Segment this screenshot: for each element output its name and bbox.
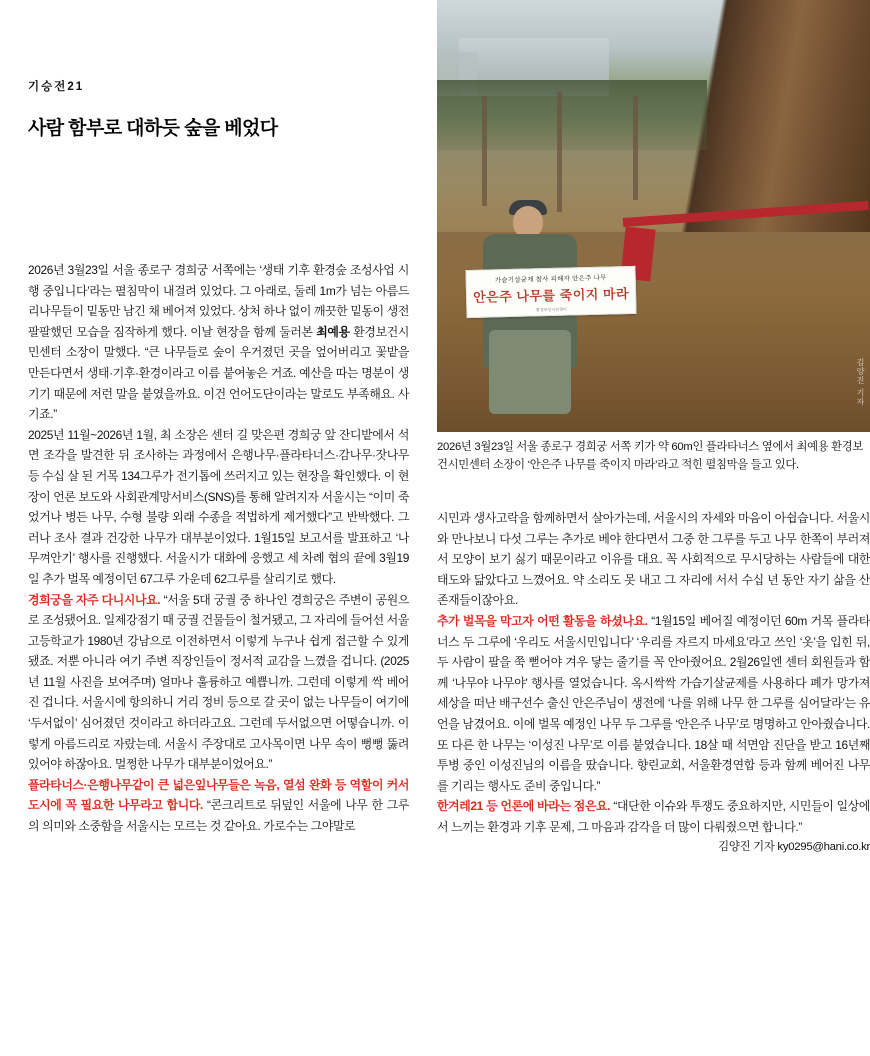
photo-red-marking-band xyxy=(623,201,869,227)
question-text: 경희궁을 자주 다니시나요. xyxy=(28,592,161,607)
qa-block xyxy=(28,775,409,837)
byline: 김양진 기자 ky0295@hani.co.kr xyxy=(718,840,870,853)
photo-thin-trunk xyxy=(557,92,562,212)
qa-block xyxy=(28,590,409,775)
paragraph: 2025년 11월~2026년 1월, 최 소장은 센터 길 맞은편 경희궁 앞 잔디밭에서 석면 조각을 발견한 뒤 조사하는 과정에서 은행나무·플라타너스·감나무·잣나무 등 수십 살 된 거목 134그루가 전기톱에 쓰러지고 있는 현장을 확인했다. 이 현장이 언론 보도와 사회관계망서비스(SNS)를 통해 알려지자 서울시는 “이미 죽었거나 병든 나무, 수형 불량 외래 수종을 적법하게 제거했다”고 반박했다. 그러나 조사 결과 건강한 나무가 대부분이었다. 1월15일 보고서를 발표하고 ‘나무껴안기’ 행사를 진행했다. 서울시가 대화에 응했고 세 차례 협의 끝에 3월19일 추가 벌목 예정이던 67그루 가운데 62그루를 살리기로 했다. xyxy=(28,427,409,586)
question-text: 한겨레21 등 언론에 바라는 점은요. xyxy=(437,799,611,814)
question-text: 플라타너스·은행나무같이 큰 넓은잎나무들은 녹음, 열섬 완화 등 역할이 커서 도시에 꼭 필요한 나무라고 합니다. xyxy=(28,777,409,813)
banner-line-1: 가슴기살균제 참사 피해자 안은주 나무 xyxy=(494,274,607,285)
article-kicker: 기승전21 xyxy=(28,81,85,93)
page-title: 사람 함부로 대하듯 숲을 베었다 xyxy=(28,117,278,139)
photo-thin-trunk xyxy=(633,96,638,200)
qa-block xyxy=(437,611,870,796)
photo-treeline xyxy=(437,80,707,150)
body-column-right xyxy=(437,508,870,857)
protest-banner xyxy=(465,266,636,318)
body-column-left xyxy=(28,260,409,837)
answer-text: “서울 5대 궁궐 중 하나인 경희궁은 주변이 공원으로 조성됐어요. 일제강점기 때 궁궐 건물들이 철거됐고, 그 자리에 들어선 서울고등학교가 1980년 강남으로 이전하면서 이렇게 누구나 쉽게 접근할 수 있게 됐죠. 저뿐 아니라 여기 주변 직장인들이 정서적 교감을 느꼈을 겁니다. (2025년 11월 사진을 보여주며) 얼마나 훌륭하고 예쁩니까. 그런데 이렇게 싹 베어진 겁니다. 서울시에 항의하니 거리 정비 등으로 갈 곳이 없는 나무들이 여기에 ‘두서없이’ 심어졌던 것이라고 하더라고요. 그런데 두서없으면 어떻습니까. 이렇게 아름드리로 자랐는데. 서울시 주장대로 고사목이면 나무 속이 뻥뻥 뚫려 있어야 하잖아요. 멀쩡한 나무가 대부분이었어요.” xyxy=(28,592,409,772)
article-photo xyxy=(437,0,870,432)
paragraph: 시민과 생사고락을 함께하면서 살아가는데, 서울시의 자세와 마음이 아쉽습니다. 서울시와 만나보니 다섯 그루는 추가로 베야 한다면서 그중 한 그루를 두고 나무 한쪽이 부러져서 모양이 보기 싫기 때문이라고 이유를 대요. 꼭 사회적으로 무시당하는 사람들에 대한 태도와 닮았다고 느꼈어요. 약 소리도 못 내고 그 자리에 서서 수십 년 동안 자기 삶을 산 존재들이잖아요. xyxy=(437,511,870,608)
banner-line-3: 환경보건시민센터 xyxy=(535,306,567,313)
paragraph: 2026년 3월23일 서울 종로구 경희궁 서쪽에는 ‘생태 기후 환경숲 조성사업 시행 중입니다’라는 펼침막이 내걸려 있었다. 그 아래로, 둘레 1m가 넘는 아름드리나무들이 밑동만 남긴 채 베어져 있었다. 상처 하나 없이 깨끗한 밑동이 생전 팔팔했던 모습을 짐작하게 했다. 이날 현장을 함께 둘러본 최예용 환경보건시민센터 소장이 말했다. “큰 나무들로 숲이 우거졌던 곳을 엎어버리고 꽃밭을 만든다면서 생태·기후·환경이라고 이름 붙여놓은 거죠. 예산을 따는 명분이 생기기 때문에 저런 말을 붙였을까요. 이건 언어도단이라는 말로도 부족해요. 사기죠.” xyxy=(28,263,409,422)
photo-caption: 2026년 3월23일 서울 종로구 경희궁 서쪽 키가 약 60m인 플라타너스 옆에서 최예용 환경보건시민센터 소장이 ‘안은주 나무를 죽이지 마라’라고 적힌 펼침막을 들고 있다. xyxy=(437,441,864,472)
qa-block xyxy=(437,796,870,837)
banner-line-2: 안은주 나무를 죽이지 마라 xyxy=(472,286,630,305)
answer-text: “콘크리트로 뒤덮인 서울에 나무 한 그루의 의미와 소중함을 서울시는 모르는 것 같아요. 가로수는 그야말로 xyxy=(28,798,409,834)
photo-thin-trunk xyxy=(482,96,487,206)
photo-credit: 김양진 기자 xyxy=(856,357,865,406)
question-text: 추가 벌목을 막고자 어떤 활동을 하셨나요. xyxy=(437,613,648,628)
answer-text: “대단한 이슈와 투쟁도 중요하지만, 시민들이 일상에서 느끼는 환경과 기후 문제, 그 마음과 감각을 더 많이 다뤄줬으면 합니다.” xyxy=(437,799,870,834)
photo-person-legs xyxy=(489,330,571,414)
answer-text: “1월15일 베어질 예정이던 60m 거목 플라타너스 두 그루에 ‘우리도 서울시민입니다’ ‘우리를 자르지 마세요’라고 쓰인 ‘옷’을 입힌 뒤, 두 사람이 팔을 쭉 뻗어야 겨우 닿는 줄기를 꼭 안아줬어요. 2월26일엔 센터 회원들과 함께 ‘나무야 나무야’ 행사를 열었습니다. 옥시싹싹 가습기살균제를 사용하다 폐가 망가져 세상을 떠난 배구선수 출신 안은주님이 생전에 ‘나를 위해 나무 한 그루를 심어달라’는 유언을 남겼어요. 이에 벌목 예정인 나무 두 그루를 ‘안은주 나무’로 명명하고 안아줬습니다. 또 다른 한 나무는 ‘이성진 나무’로 이름 붙였습니다. 18살 때 석면암 진단을 받고 16년째 투병 중인 이성진님의 이름을 땄습니다. 향린교회, 서울환경연합 등과 함께 베어진 나무를 기리는 행사도 준비 중입니다.” xyxy=(437,613,870,793)
photo-image xyxy=(437,0,870,432)
